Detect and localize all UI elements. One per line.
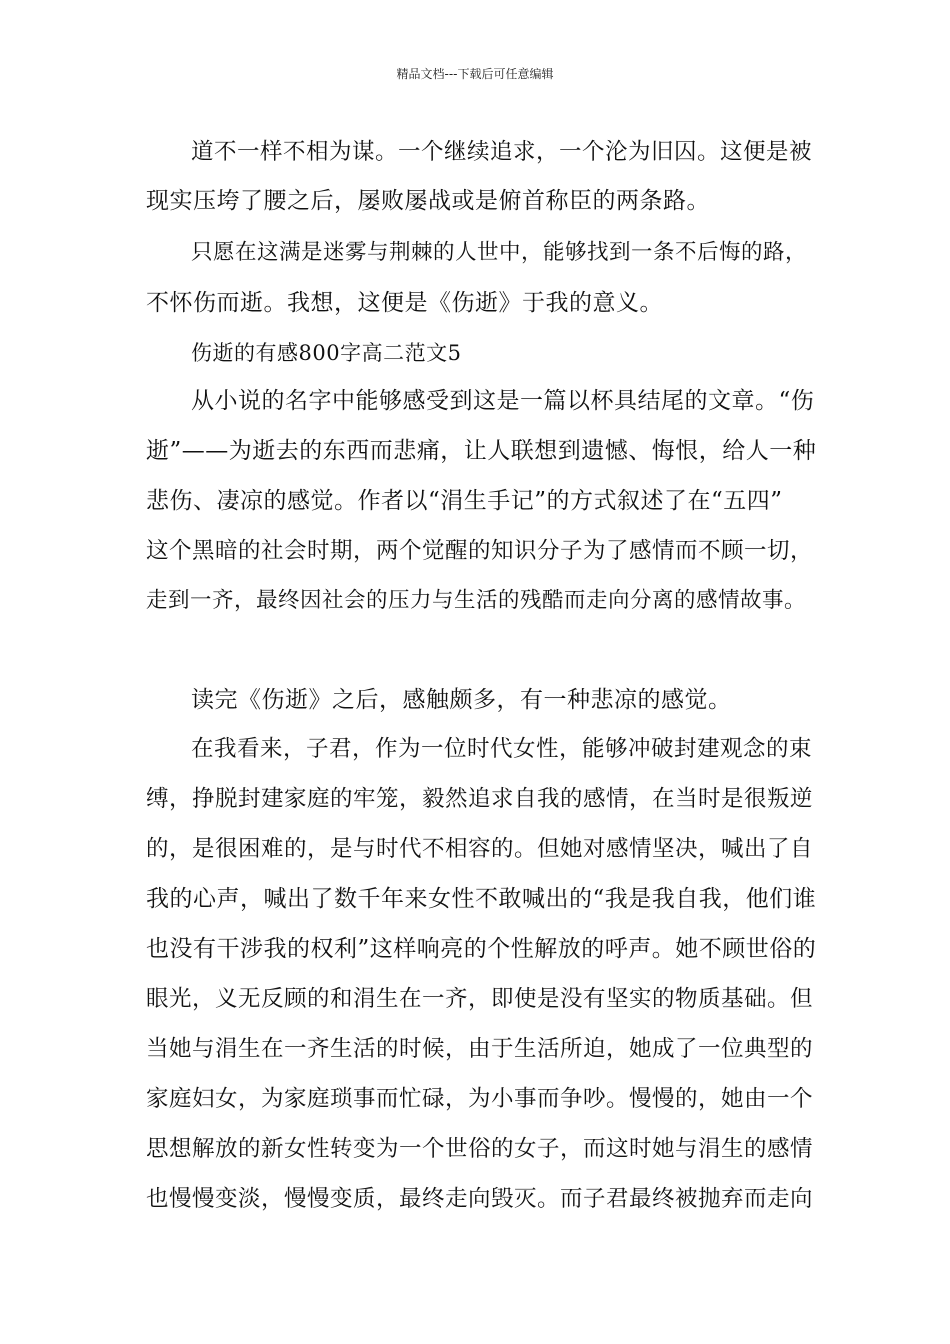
text-line: 现实压垮了腰之后，屡败屡战或是俯首称臣的两条路。 [146,188,710,214]
section-heading: 伤逝的有感800字高二范文5 [191,341,462,365]
text-line: 当她与涓生在一齐生活的时候，由于生活所迫，她成了一位典型的 [146,1036,814,1062]
text-line: 道不一样不相为谋。一个继续追求，一个沦为旧囚。这便是被 [191,139,813,165]
text-line: 这个黑暗的社会时期，两个觉醒的知识分子为了感情而不顾一切， [146,538,814,564]
text-line: 也慢慢变淡，慢慢变质，最终走向毁灭。而子君最终被抛弃而走向 [146,1186,814,1212]
text-line: 从小说的名字中能够感受到这是一篇以杯具结尾的文章。“伤 [191,388,815,414]
text-line: 缚，挣脱封建家庭的牢笼，毅然追求自我的感情，在当时是很叛逆 [146,786,814,812]
text-line: 的，是很困难的，是与时代不相容的。但她对感情坚决，喊出了自 [146,836,814,862]
text-line: 也没有干涉我的权利”这样响亮的个性解放的呼声。她不顾世俗的 [146,936,817,962]
text-line: 思想解放的新女性转变为一个世俗的女子，而这时她与涓生的感情 [146,1136,814,1162]
page-header: 精品文档---下载后可任意编辑 [396,67,554,81]
text-line: 走到一齐，最终因社会的压力与生活的残酷而走向分离的感情故事。 [146,588,807,613]
text-line: 家庭妇女，为家庭琐事而忙碌，为小事而争吵。慢慢的，她由一个 [146,1086,814,1112]
text-line: 读完《伤逝》之后，感触颇多，有一种悲凉的感觉。 [191,687,732,713]
text-line: 眼光，义无反顾的和涓生在一齐，即使是没有坚实的物质基础。但 [146,986,814,1012]
text-line: 不怀伤而逝。我想，这便是《伤逝》于我的意义。 [146,290,663,316]
text-line: 在我看来，子君，作为一位时代女性，能够冲破封建观念的束 [191,736,813,762]
text-line: 只愿在这满是迷雾与荆棘的人世中，能够找到一条不后悔的路， [191,240,808,265]
text-line: 我的心声，喊出了数千年来女性不敢喊出的“我是我自我，他们谁 [146,886,817,912]
text-line: 逝”——为逝去的东西而悲痛，让人联想到遗憾、悔恨，给人一种 [146,438,817,464]
text-line: 悲伤、凄凉的感觉。作者以“涓生手记”的方式叙述了在“五四” [146,488,783,514]
